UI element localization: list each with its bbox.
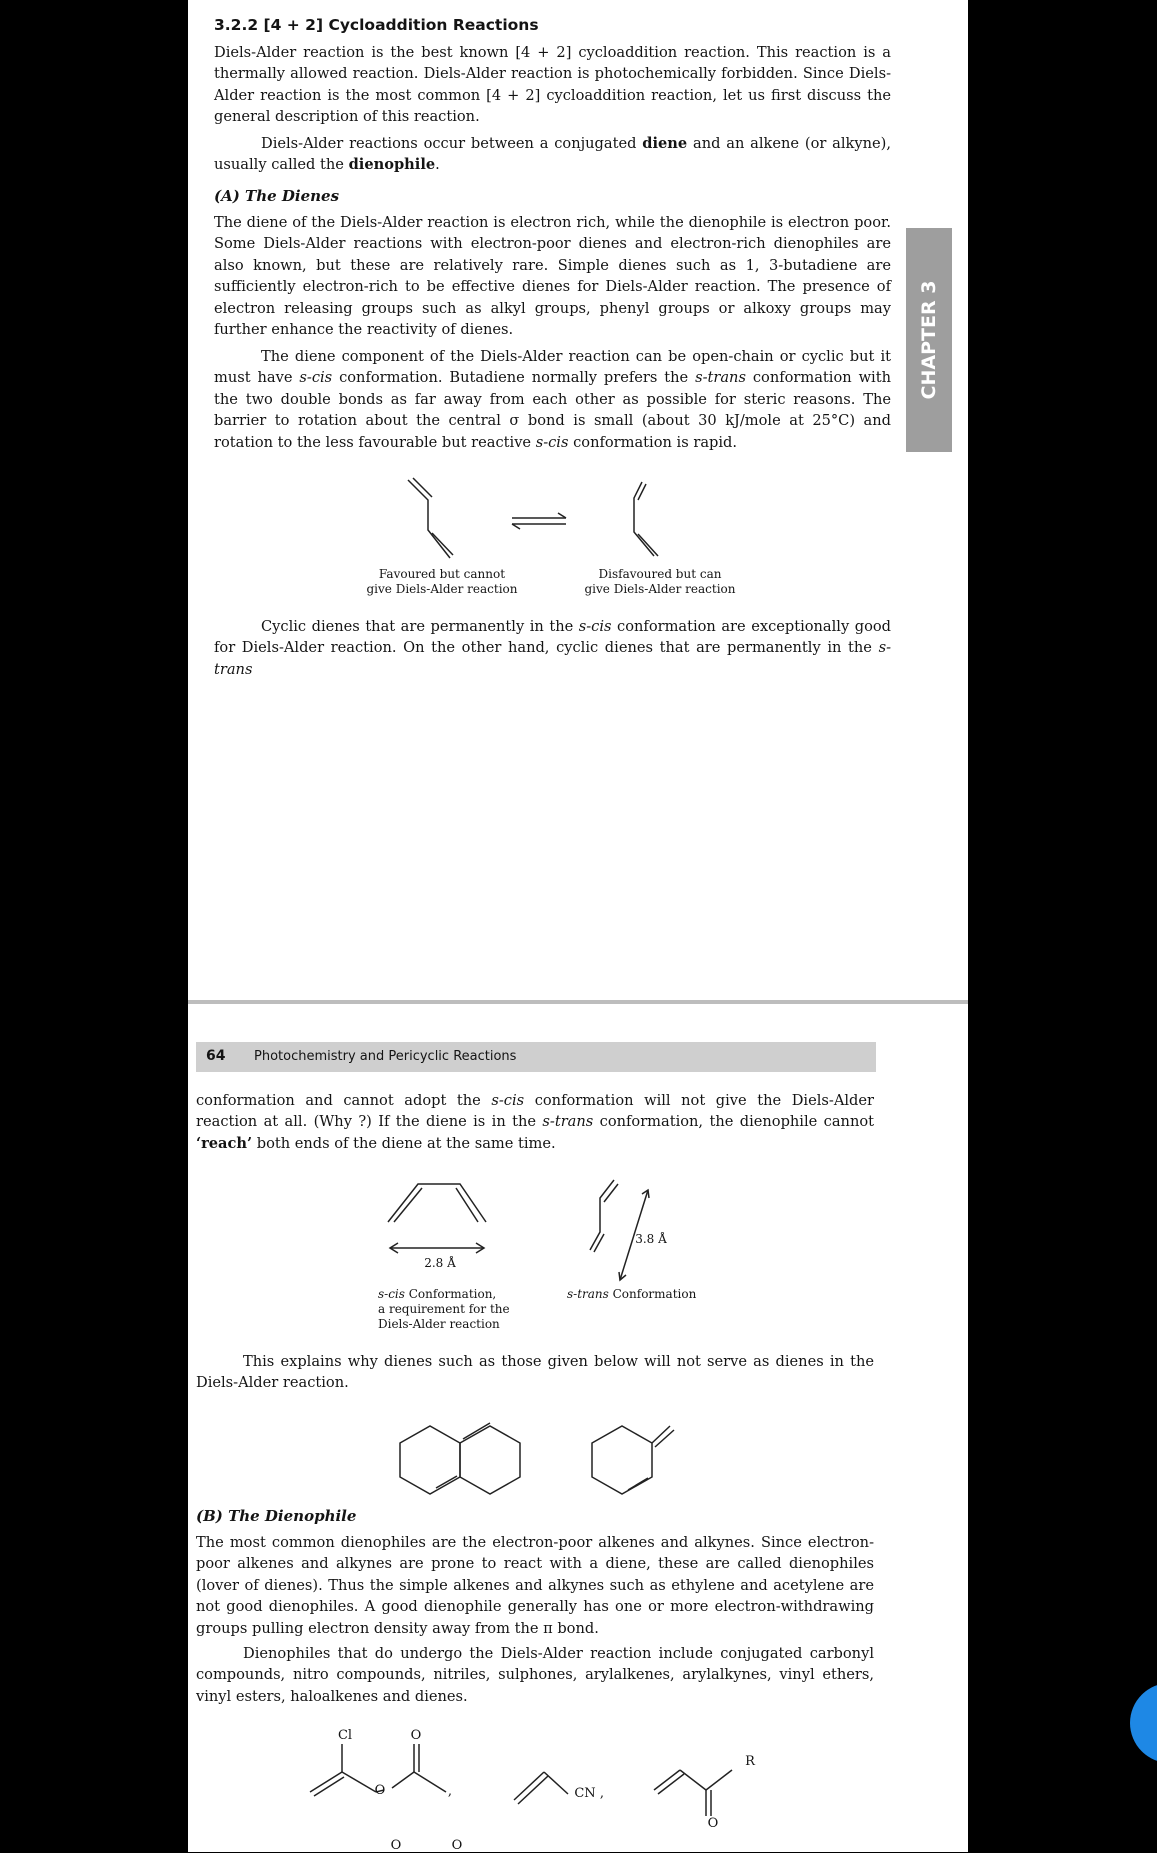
strans-caption: s-trans Conformation	[567, 1287, 697, 1301]
nitrile-label: CN	[574, 1786, 596, 1801]
paragraph-6: conformation and cannot adopt the s-cis conformation will not give the Diels-Alder reaction at all. (Why ?) If the diene is in the s-trans conformation, the dienophile cannot ‘reach’ both ends of the diene at the same time.	[196, 1092, 874, 1152]
bottom-o-label-2: O	[451, 1838, 463, 1853]
scis-caption: s-cis Conformation, a requirement for the Diels-Alder reaction	[378, 1287, 510, 1331]
left-ring	[400, 1426, 460, 1494]
r-group-label: R	[745, 1754, 755, 1769]
paragraph-4: The diene component of the Diels-Alder reaction can be open-chain or cyclic but it must have s-cis conformation. Butadiene normally prefers the s-trans conformation with the two double bonds as far away from each other as possible for steric reasons. The barrier to rotation about the central σ bond is small (about 30 kJ/mole at 25°C) and rotation to the less favourable but reactive s-cis conformation is rapid.	[214, 348, 891, 451]
section-heading: 3.2.2 [4 + 2] Cycloaddition Reactions	[214, 16, 539, 34]
chloro-label: Cl	[337, 1728, 353, 1743]
s-trans-diene-skeleton	[590, 1180, 614, 1250]
running-header	[196, 1042, 876, 1072]
s-cis-diene-skeleton	[388, 1184, 486, 1222]
paragraph-5: Cyclic dienes that are permanently in the s-cis conformation are exceptionally good for Diels-Alder reaction. On the other hand, cyclic dienes that are permanently in the s-trans	[214, 618, 891, 678]
scis-distance: 2.8 Å	[424, 1256, 456, 1270]
paragraph-8: The most common dienophiles are the electron-poor alkenes and alkynes. Since electron-poor alkenes and alkynes are prone to react with a diene, these are called dienophiles (lover of dienes). Thus the simple alkenes and alkynes such as ethylene and acetylene are not good dienophiles. A good dienophile generally has one or more electron-withdrawing groups pulling electron density away from the π bond.	[196, 1534, 874, 1637]
chapter-side-tab: CHAPTER 3	[906, 228, 952, 452]
carbonyl-o-label: O	[410, 1728, 422, 1743]
subheading-dienes: (A) The Dienes	[214, 187, 340, 205]
bottom-o-label-1: O	[390, 1838, 402, 1853]
strans-distance: 3.8 Å	[635, 1232, 667, 1246]
separator-comma-2: ,	[599, 1786, 605, 1801]
cyclohexene-ring	[592, 1426, 652, 1494]
caption-favoured: Favoured but cannot give Diels-Alder reaction	[366, 567, 518, 596]
locked-s-trans-dienes-figure	[390, 1410, 700, 1510]
ester-o-label: O	[374, 1783, 386, 1798]
caption-disfavoured: Disfavoured but can give Diels-Alder reaction	[584, 567, 736, 596]
paragraph-9: Dienophiles that do undergo the Diels-Alder reaction include conjugated carbonyl compounds, nitro compounds, nitriles, sulphones, arylalkenes, arylalkynes, vinyl ethers, vinyl esters, haloalkenes and dienes.	[196, 1645, 874, 1705]
enone-o-label: O	[707, 1816, 719, 1831]
subheading-dienophile: (B) The Dienophile	[196, 1507, 357, 1525]
running-title: Photochemistry and Pericyclic Reactions	[254, 1049, 517, 1064]
butadiene-conformers-figure	[380, 470, 740, 570]
paragraph-7: This explains why dienes such as those given below will not serve as dienes in the Diels-Alder reaction.	[196, 1353, 874, 1392]
paragraph-2: Diels-Alder reactions occur between a conjugated diene and an alkene (or alkyne), usually called the dienophile.	[214, 135, 891, 174]
separator-comma-1: ,	[447, 1784, 453, 1799]
paragraph-1: Diels-Alder reaction is the best known [4 + 2] cycloaddition reaction. This reaction is a thermally allowed reaction. Diels-Alder reaction is photochemically forbidden. Since Diels-Alder reaction is the most common [4 + 2] cycloaddition reaction, let us first discuss the general description of this reaction.	[214, 44, 891, 126]
paragraph-3: The diene of the Diels-Alder reaction is electron rich, while the dienophile is electron poor. Some Diels-Alder reactions with electron-poor dienes and electron-rich dienophiles are also known, but these are relatively rare. Simple dienes such as 1, 3-butadiene are sufficiently electron-rich to be effective dienes for Diels-Alder reaction. The presence of electron releasing groups such as alkyl groups, phenyl groups or alkoxy groups may further enhance the reactivity of dienes.	[214, 214, 891, 339]
s-cis-butadiene-skeleton	[634, 482, 654, 556]
page-number: 64	[206, 1048, 226, 1064]
floating-action-button[interactable]	[1130, 1683, 1157, 1763]
